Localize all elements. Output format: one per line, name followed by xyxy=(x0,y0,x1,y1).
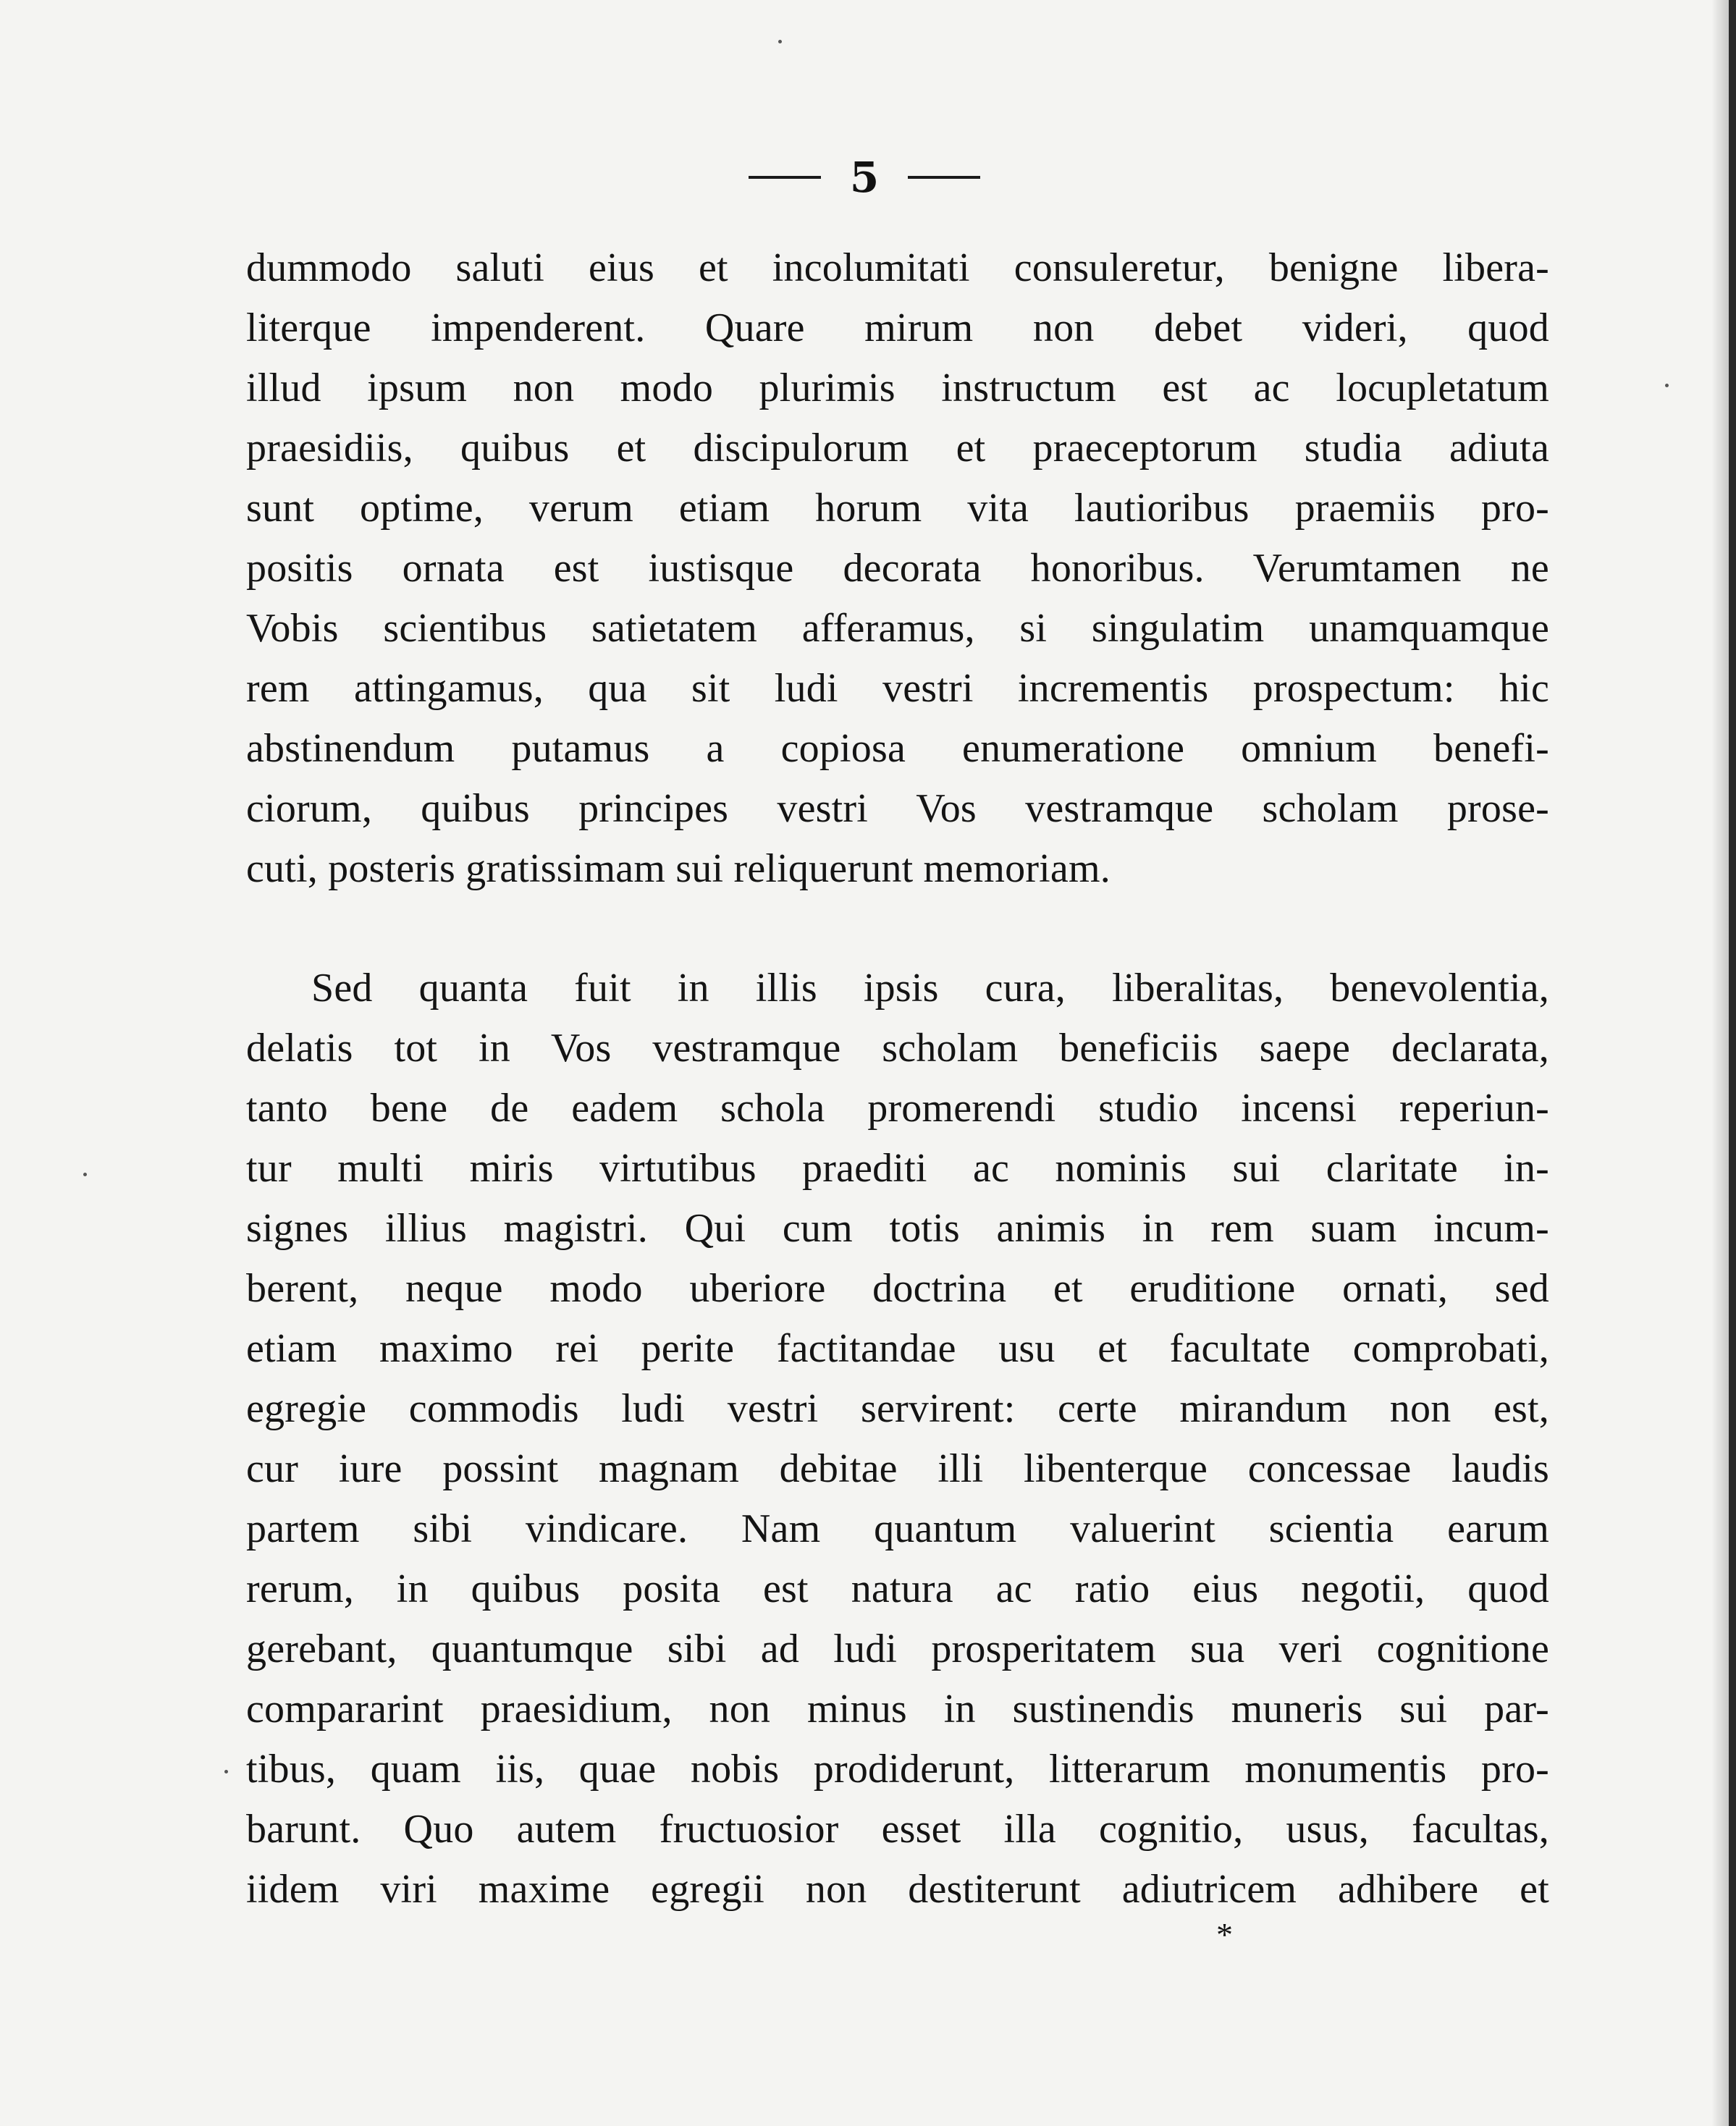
paper-speck xyxy=(83,1173,87,1176)
text-line: rem attingamus, qua sit ludi vestri incrementis prospectum: hic xyxy=(246,666,1549,711)
text-line: gerebant, quantumque sibi ad ludi prosperitatem sua veri cognitione xyxy=(246,1627,1549,1671)
header-rule-left xyxy=(749,176,821,179)
text-line: positis ornata est iustisque decorata honoribus. Verumtamen ne xyxy=(246,546,1549,591)
text-line: sunt optime, verum etiam horum vita lautioribus praemiis pro- xyxy=(246,486,1549,531)
text-line: egregie commodis ludi vestri servirent: certe mirandum non est, xyxy=(246,1386,1549,1431)
text-line: literque impenderent. Quare mirum non debet videri, quod xyxy=(246,305,1549,350)
text-line: berent, neque modo uberiore doctrina et eruditione ornati, sed xyxy=(246,1266,1549,1311)
text-line: barunt. Quo autem fructuosior esset illa cognitio, usus, facultas, xyxy=(246,1807,1549,1852)
text-line: Vobis scientibus satietatem afferamus, si singulatim unamquamque xyxy=(246,606,1549,651)
text-line: illud ipsum non modo plurimis instructum est ac locupletatum xyxy=(246,366,1549,410)
text-line: iidem viri maxime egregii non destiterunt adiutricem adhibere et xyxy=(246,1867,1549,1912)
text-line: dummodo saluti eius et incolumitati consuleretur, benigne libera- xyxy=(246,245,1549,290)
text-line: abstinendum putamus a copiosa enumeratione omnium benefi- xyxy=(246,726,1549,771)
paper-speck xyxy=(224,1770,228,1773)
text-line: tur multi miris virtutibus praediti ac nominis sui claritate in- xyxy=(246,1146,1549,1191)
paper-speck xyxy=(778,40,782,43)
text-line: partem sibi vindicare. Nam quantum valuerint scientia earum xyxy=(246,1506,1549,1551)
text-line: tanto bene de eadem schola promerendi studio incensi reperiun- xyxy=(246,1086,1549,1131)
text-line: etiam maximo rei perite factitandae usu et facultate comprobati, xyxy=(246,1326,1549,1371)
text-line: tibus, quam iis, quae nobis prodiderunt, litterarum monumentis pro- xyxy=(246,1747,1549,1792)
text-line: compararint praesidium, non minus in sustinendis muneris sui par- xyxy=(246,1687,1549,1731)
footer-signature-mark: * xyxy=(1216,1916,1233,1953)
text-line: delatis tot in Vos vestramque scholam beneficiis saepe declarata, xyxy=(246,1026,1549,1071)
text-line: signes illius magistri. Qui cum totis animis in rem suam incum- xyxy=(246,1206,1549,1251)
text-line: Sed quanta fuit in illis ipsis cura, liberalitas, benevolentia, xyxy=(311,966,1549,1011)
paper-speck xyxy=(1665,384,1669,387)
text-line: praesidiis, quibus et discipulorum et praeceptorum studia adiuta xyxy=(246,426,1549,471)
text-line: rerum, in quibus posita est natura ac ratio eius negotii, quod xyxy=(246,1566,1549,1611)
page-edge-shadow xyxy=(1711,0,1729,2126)
page-number: 5 xyxy=(849,153,880,202)
page-header xyxy=(0,145,1729,210)
text-line: ciorum, quibus principes vestri Vos vestramque scholam prose- xyxy=(246,786,1549,831)
header-rule-right xyxy=(908,176,980,179)
text-line: cur iure possint magnam debitae illi libenterque concessae laudis xyxy=(246,1446,1549,1491)
text-line: cuti, posteris gratissimam sui reliquerunt memoriam. xyxy=(246,846,1111,891)
